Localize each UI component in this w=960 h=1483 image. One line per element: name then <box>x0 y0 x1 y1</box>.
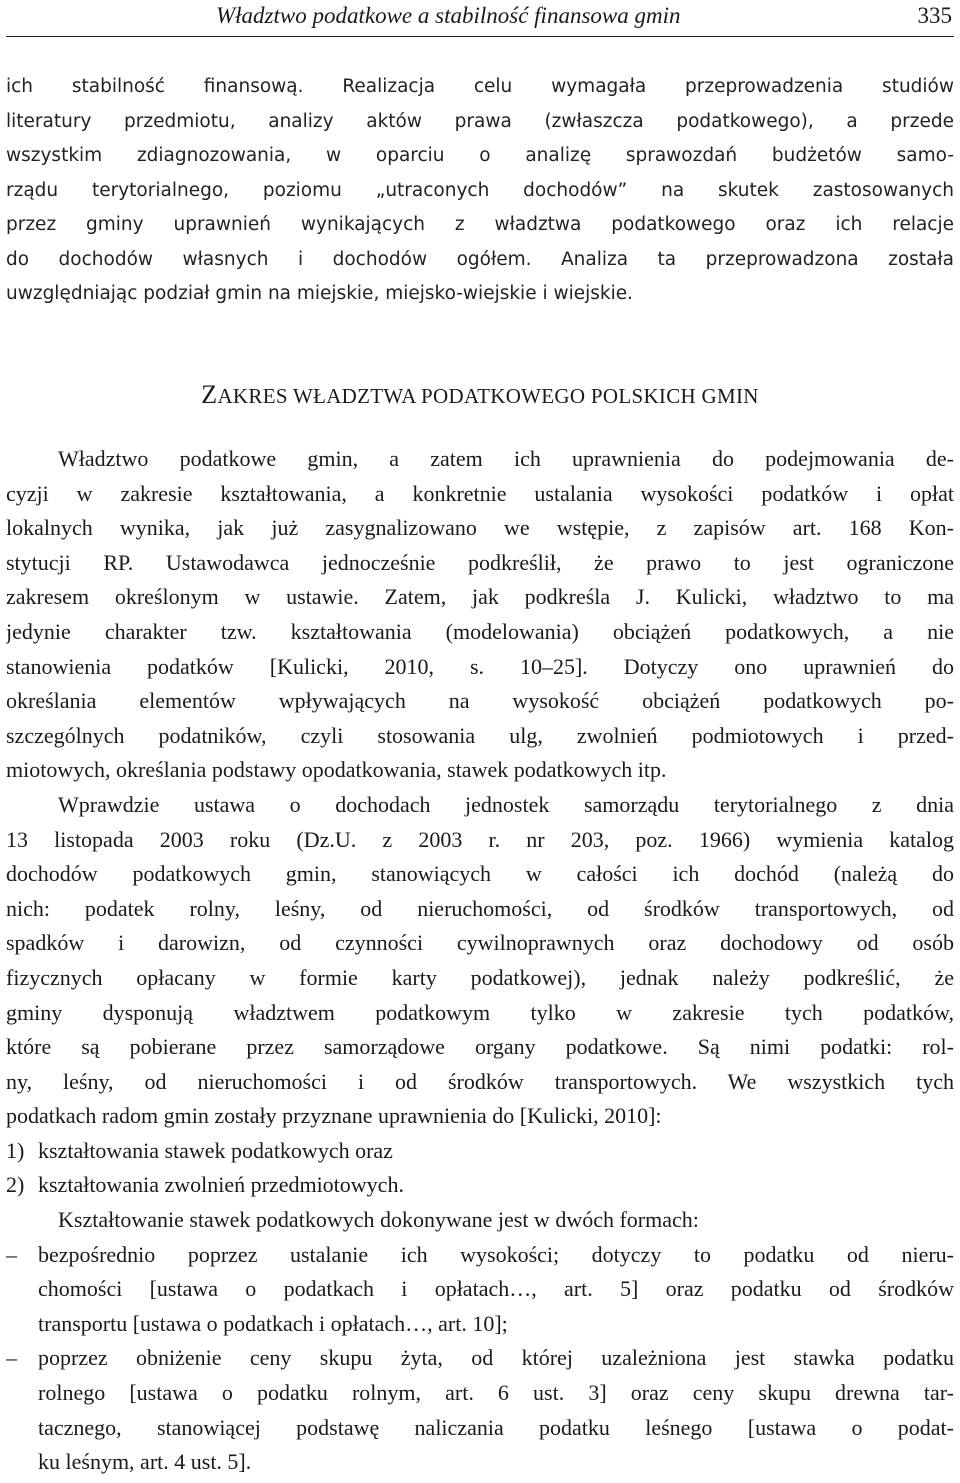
text-line: rolnego [ustawa o podatku rolnym, art. 6 ust. 3] oraz ceny skupu drewna tar- <box>38 1380 954 1406</box>
text-line: Władztwo podatkowe gmin, a zatem ich uprawnienia do podejmowania de- <box>58 446 954 471</box>
section-heading-initial: Z <box>201 380 218 409</box>
text-line: cyzji w zakresie kształtowania, a konkretnie ustalania wysokości podatków i opłat <box>6 480 954 506</box>
text-line: określania elementów wpływających na wysokość obciążeń podatkowych po- <box>6 688 954 714</box>
section-heading <box>0 380 960 410</box>
text-line: stytucji RP. Ustawodawca jednocześnie podkreślił, że prawo to jest ograniczone <box>6 549 954 575</box>
list-item-text: kształtowania stawek podatkowych oraz <box>38 1137 393 1163</box>
text-line: ich stabilność finansową. Realizacja celu wymagała przeprowadzenia studiów <box>6 76 954 97</box>
dash-list-item <box>6 1341 954 1376</box>
list-item-text: kształtowania zwolnień przedmiotowych. <box>38 1172 404 1198</box>
list-item <box>6 1168 954 1203</box>
text-line: rządu terytorialnego, poziomu „utraconych dochodów” na skutek zastosowanych <box>6 179 954 201</box>
dash-marker: – <box>6 1241 17 1267</box>
section-heading-rest: AKRES WŁADZTWA PODATKOWEGO POLSKICH GMIN <box>217 384 759 408</box>
text-line: podatkach radom gmin zostały przyznane uprawnienia do [Kulicki, 2010]: <box>6 1103 662 1129</box>
text-line: fizycznych opłacany w formie karty podatkowej), jednak należy podkreślić, że <box>6 964 954 990</box>
text-line: literatury przedmiotu, analizy aktów prawa (zwłaszcza podatkowego), a przede <box>6 110 954 132</box>
text-line: gminy dysponują władztwem podatkowym tylko w zakresie tych podatków, <box>6 999 954 1025</box>
list-item-text: bezpośrednio poprzez ustalanie ich wysokości; dotyczy to podatku od nieru- <box>38 1241 954 1267</box>
text-line: ku leśnym, art. 4 ust. 5]. <box>38 1449 252 1475</box>
list-item <box>6 1134 954 1169</box>
text-line: lokalnych wynika, jak już zasygnalizowano we wstępie, z zapisów art. 168 Kon- <box>6 515 954 541</box>
page-number: 335 <box>917 3 952 28</box>
text-line: wszystkim zdiagnozowania, w oparciu o analizę sprawozdań budżetów samo- <box>6 145 954 166</box>
text-line: 13 listopada 2003 roku (Dz.U. z 2003 r. nr 203, poz. 1966) wymienia katalog <box>6 826 954 852</box>
text-line: uwzględniając podział gmin na miejskie, miejsko-wiejskie i wiejskie. <box>6 283 634 304</box>
body-text <box>6 442 954 1480</box>
text-line: zakresem określonym w ustawie. Zatem, jak podkreśla J. Kulicki, władztwo to ma <box>6 584 954 610</box>
text-line: które są pobierane przez samorządowe organy podatkowe. Są nimi podatki: rol- <box>6 1034 954 1060</box>
text-line: nich: podatek rolny, leśny, od nieruchomości, od środków transportowych, od <box>6 895 954 921</box>
intro-paragraph <box>6 70 954 312</box>
list-item-text: poprzez obniżenie ceny skupu żyta, od której uzależniona jest stawka podatku <box>38 1345 954 1371</box>
text-line: tacznego, stanowiącej podstawę naliczania podatku leśnego [ustawa o podat- <box>38 1414 954 1440</box>
text-line: transportu [ustawa o podatkach i opłatach…, art. 10]; <box>38 1310 508 1336</box>
list-marker: 2) <box>6 1172 25 1198</box>
running-title: Władztwo podatkowe a stabilność finansowa gmin <box>216 3 681 28</box>
list-marker: 1) <box>6 1137 25 1163</box>
text-line: miotowych, określania podstawy opodatkowania, stawek podatkowych itp. <box>6 757 667 783</box>
dash-marker: – <box>6 1345 17 1371</box>
text-line: dochodów podatkowych gmin, stanowiących w całości ich dochód (należą do <box>6 861 954 887</box>
dash-list-item <box>6 1238 954 1273</box>
text-line: Wprawdzie ustawa o dochodach jednostek samorządu terytorialnego z dnia <box>58 791 954 817</box>
text-line: stanowienia podatków [Kulicki, 2010, s. 10–25]. Dotyczy ono uprawnień do <box>6 653 954 679</box>
text-line: szczególnych podatników, czyli stosowania ulg, zwolnień podmiotowych i przed- <box>6 722 954 748</box>
text-line: ny, leśny, od nieruchomości i od środków transportowych. We wszystkich tych <box>6 1068 954 1094</box>
text-line: przez gminy uprawnień wynikających z władztwa podatkowego oraz ich relacje <box>6 214 954 235</box>
text-line: jedynie charakter tzw. kształtowania (modelowania) obciążeń podatkowych, a nie <box>6 618 954 644</box>
running-header <box>6 0 954 37</box>
text-line: Kształtowanie stawek podatkowych dokonywane jest w dwóch formach: <box>58 1207 699 1233</box>
text-line: do dochodów własnych i dochodów ogółem. Analiza ta przeprowadzona została <box>6 248 954 270</box>
text-line: spadków i darowizn, od czynności cywilnoprawnych oraz dochodowy od osób <box>6 930 954 956</box>
text-line: chomości [ustawa o podatkach i opłatach…, art. 5] oraz podatku od środków <box>38 1276 954 1302</box>
